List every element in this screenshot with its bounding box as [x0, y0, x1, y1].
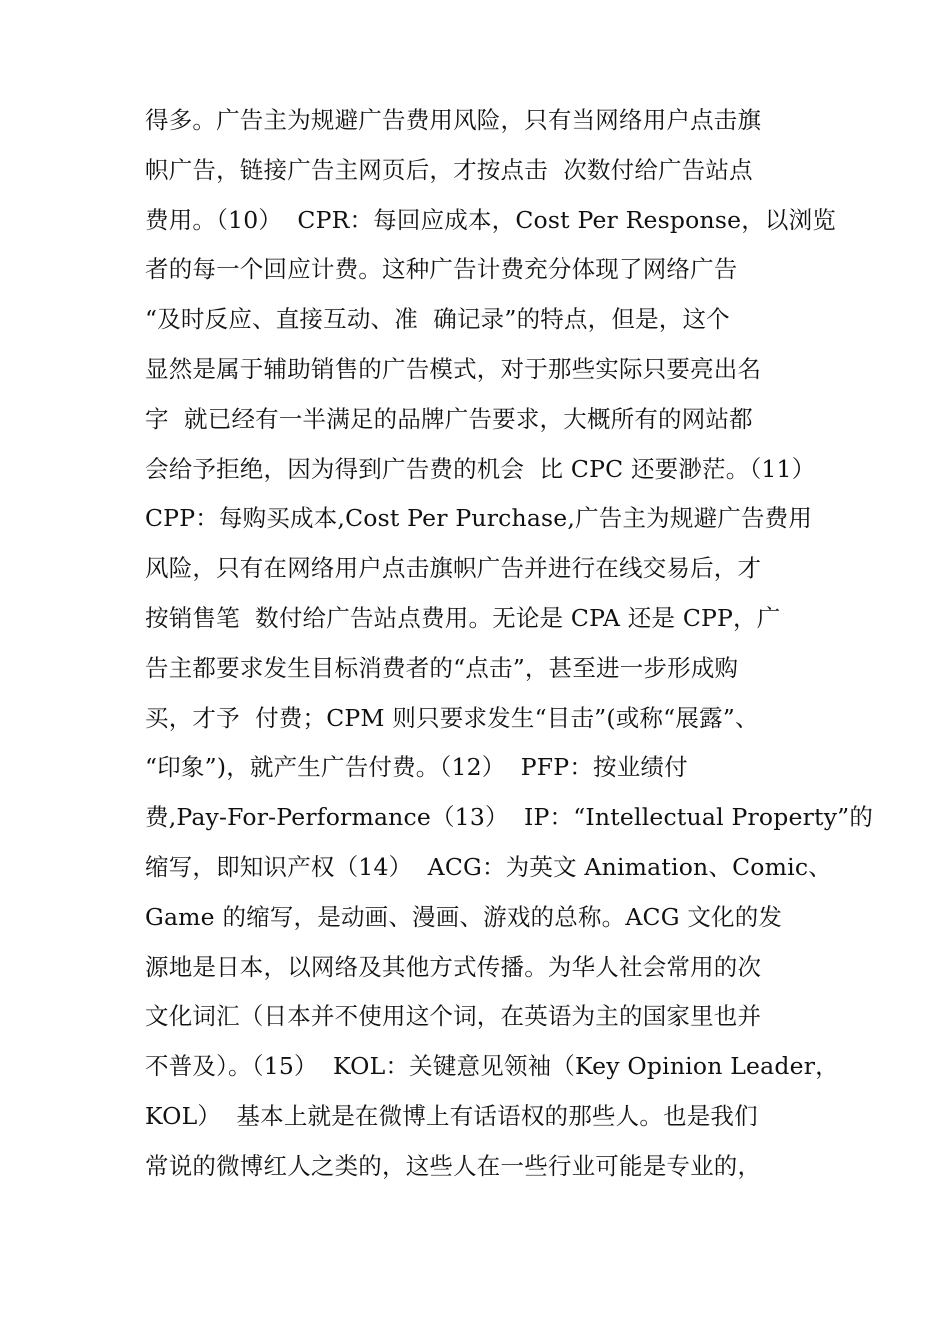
text-line: CPP：每购买成本,Cost Per Purchase,广告主为规避广告费用: [145, 504, 813, 533]
text-line: 会给予拒绝，因为得到广告费的机会 比 CPC 还要渺茫。（11）: [145, 454, 816, 483]
text-line: 帜广告，链接广告主网页后，才按点击 次数付给广告站点: [145, 155, 753, 184]
text-line: 费,Pay-For-Performance（13） IP：“Intellectual Property”的: [145, 803, 874, 832]
text-line: 按销售笔 数付给广告站点费用。无论是 CPA 还是 CPP，广: [145, 603, 781, 632]
text-line: 不普及）。（15） KOL：关键意见领袖（Key Opinion Leader，: [145, 1052, 839, 1081]
text-line: 得多。广告主为规避广告费用风险，只有当网络用户点击旗: [145, 106, 762, 134]
text-line: 字 就已经有一半满足的品牌广告要求，大概所有的网站都: [145, 404, 753, 433]
text-line: 者的每一个回应计费。这种广告计费充分体现了网络广告: [145, 255, 738, 284]
text-line: 缩写，即知识产权（14） ACG：为英文 Animation、Comic、: [145, 852, 832, 881]
text-line: 常说的微博红人之类的，这些人在一些行业可能是专业的，: [145, 1151, 762, 1180]
text-line: 告主都要求发生目标消费者的“点击”，甚至进一步形成购: [145, 653, 739, 682]
text-line: 文化词汇（日本并不使用这个词，在英语为主的国家里也并: [145, 1002, 762, 1031]
text-line: “印象”)，就产生广告付费。（12） PFP：按业绩付: [145, 753, 688, 782]
text-line: 显然是属于辅助销售的广告模式，对于那些实际只要亮出名: [145, 354, 762, 383]
text-line: 买，才予 付费；CPM 则只要求发生“目击”(或称“展露”、: [145, 703, 759, 732]
text-line: 费用。（10） CPR：每回应成本，Cost Per Response，以浏览: [145, 205, 837, 234]
text-line: 风险，只有在网络用户点击旗帜广告并进行在线交易后，才: [145, 554, 762, 583]
text-line: 源地是日本，以网络及其他方式传播。为华人社会常用的次: [145, 952, 762, 981]
body-text: [145, 96, 874, 1192]
text-line: Game 的缩写，是动画、漫画、游戏的总称。ACG 文化的发: [145, 902, 783, 931]
text-line: KOL） 基本上就是在微博上有话语权的那些人。也是我们: [145, 1101, 758, 1130]
text-line: “及时反应、直接互动、准 确记录”的特点，但是，这个: [145, 305, 730, 334]
